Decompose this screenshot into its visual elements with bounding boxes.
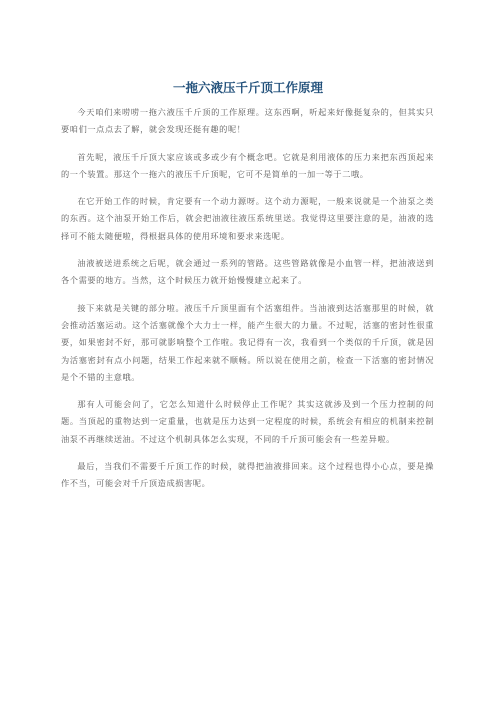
paragraph-5: 接下来就是关键的部分啦。液压千斤顶里面有个活塞组件。当油液到达活塞那里的时候，就会推动活塞运动。这个活塞就像个大力士一样，能产生很大的力量。不过呢，活塞的密封性很重要，如果密封不好，那可就影响整个工作啦。我记得有一次，我看到一个类似的千斤顶，就是因为活塞密封有点小问题，结果工作起来就不顺畅。所以说在使用之前，检查一下活塞的密封情况是个不错的主意哦。 (61, 302, 434, 382)
paragraph-3: 在它开始工作的时候，肯定要有一个动力源呀。这个动力源呢，一般来说就是一个油泵之类的东西。这个油泵开始工作后，就会把油液往液压系统里送。我觉得这里要注意的是，油液的选择可不能太随便啦，得根据具体的使用环境和要求来选呢。 (61, 196, 434, 241)
paragraph-1: 今天咱们来唠唠一拖六液压千斤顶的工作原理。这东西啊，听起来好像挺复杂的，但其实只要咱们一点点去了解，就会发现还挺有趣的呢！ (61, 107, 434, 135)
document-title: 一拖六液压千斤顶工作原理 (172, 80, 323, 95)
paragraph-2: 首先呢，液压千斤顶大家应该或多或少有个概念吧。它就是利用液体的压力来把东西顶起来的一个装置。那这个一拖六的液压千斤顶呢，它可不是简单的一加一等于二哦。 (61, 151, 434, 179)
paragraph-6: 那有人可能会问了，它怎么知道什么时候停止工作呢？其实这就涉及到一个压力控制的问题。当顶起的重物达到一定重量，也就是压力达到一定程度的时候，系统会有相应的机制来控制油泵不再继续送油。不过这个机制具体怎么实现，不同的千斤顶可能会有一些差异啦。 (61, 399, 434, 444)
document-body (61, 104, 434, 503)
paragraph-7: 最后，当我们不需要千斤顶工作的时候，就得把油液排回来。这个过程也得小心点，要是操作不当，可能会对千斤顶造成损害呢。 (61, 461, 434, 489)
paragraph-4: 油液被送进系统之后呢，就会通过一系列的管路。这些管路就像是小血管一样，把油液送到各个需要的地方。当然，这个时候压力就开始慢慢建立起来了。 (61, 258, 434, 286)
